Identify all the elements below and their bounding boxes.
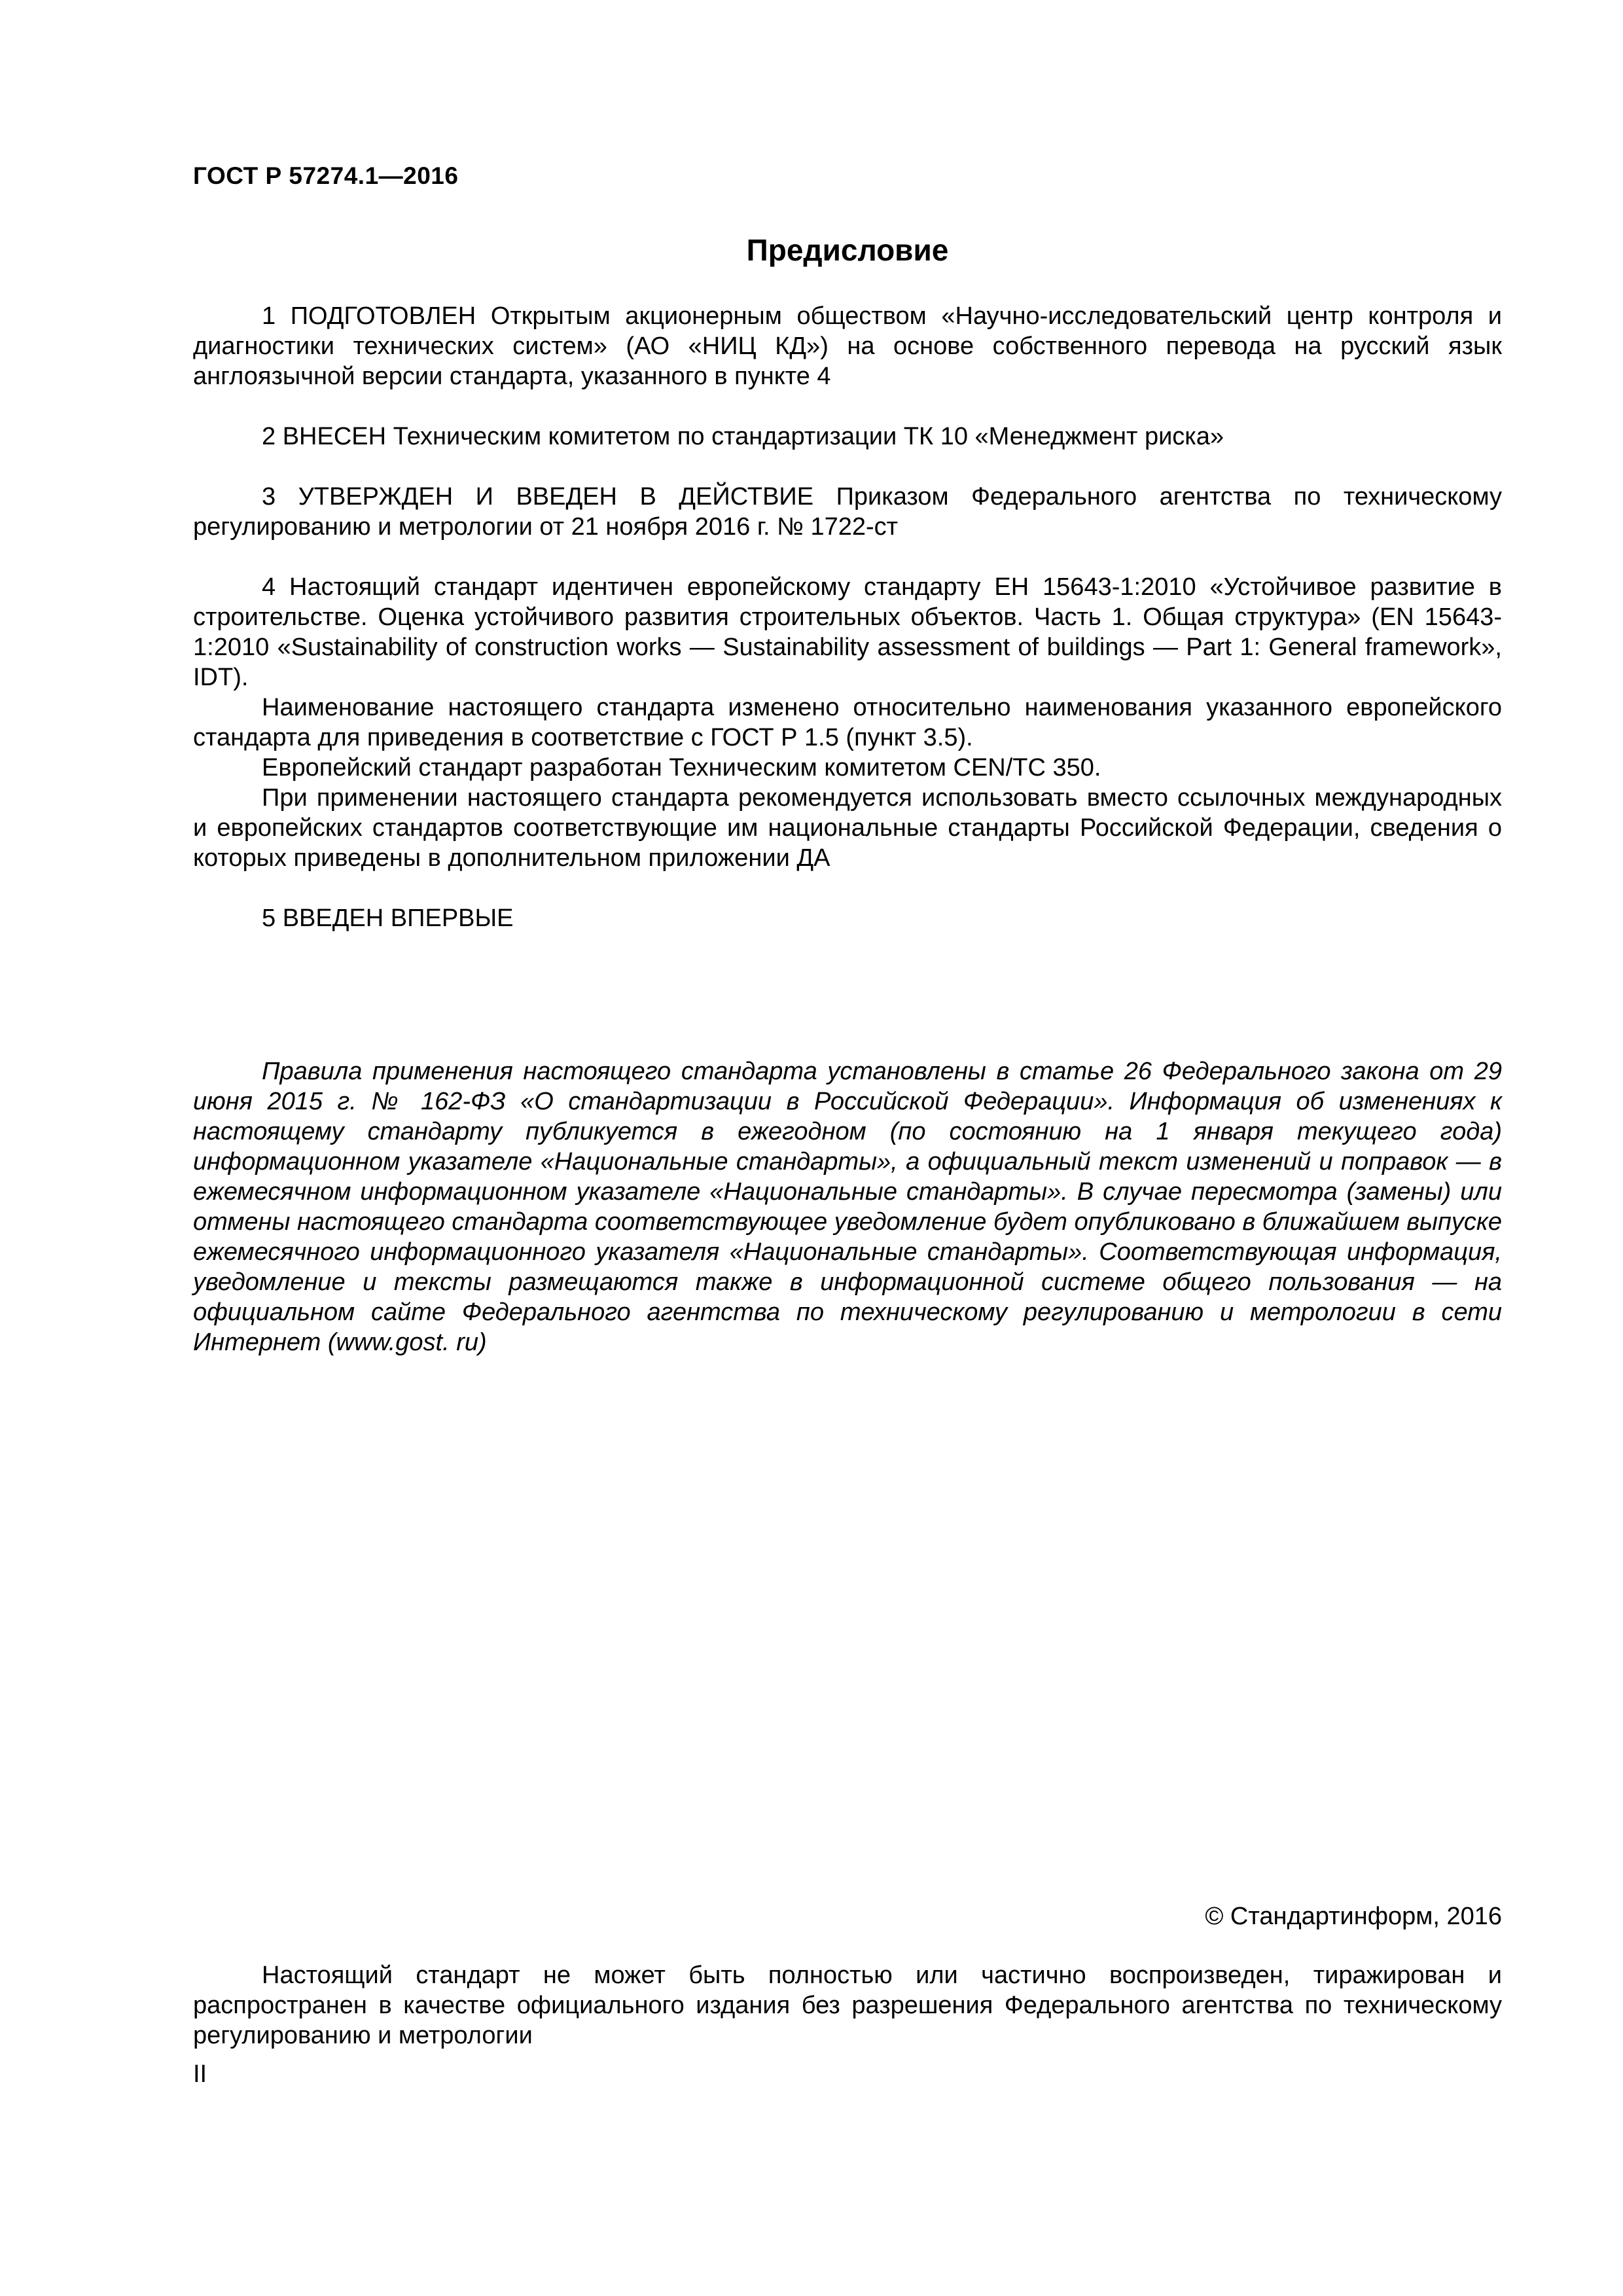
reproduction-restriction: Настоящий стандарт не может быть полностью или частично воспроизведен, тиражирован и распространен в качестве официального издания без разрешения Федерального агентства по техническому регулированию и метрологии <box>193 1962 1502 2049</box>
page-title: Предисловие <box>746 233 949 267</box>
document-code: ГОСТ Р 57274.1—2016 <box>193 162 459 189</box>
foreword-item-4-application: При применении настоящего стандарта рекомендуется использовать вместо ссылочных международных и европейских стандартов соответствующие им национальные стандарты Российской Федерации, сведения о которых приведены в дополнительном приложении ДА <box>193 784 1502 872</box>
foreword-item-2: 2 ВНЕСЕН Техническим комитетом по стандартизации ТК 10 «Менеджмент риска» <box>262 423 1224 450</box>
foreword-item-4-committee: Европейский стандарт разработан Техническим комитетом CEN/TC 350. <box>262 754 1101 781</box>
foreword-item-5: 5 ВВЕДЕН ВПЕРВЫЕ <box>262 905 514 932</box>
foreword-item-3: 3 УТВЕРЖДЕН И ВВЕДЕН В ДЕЙСТВИЕ Приказом Федерального агентства по техническому регулированию и метрологии от 21 ноября 2016 г. № 1722-ст <box>193 483 1502 541</box>
foreword-item-4: 4 Настоящий стандарт идентичен европейскому стандарту ЕН 15643-1:2010 «Устойчивое развитие в строительстве. Оценка устойчивого развития строительных объектов. Часть 1. Общая структура» (EN 15643-1:2010 «Sustainability of construction works — Sustainability assessment of buildings — Part 1: General framework», IDT). <box>193 573 1502 691</box>
application-rules-notice: Правила применения настоящего стандарта установлены в статье 26 Федерального закона от 29 июня 2015 г. № 162-ФЗ «О стандартизации в Российской Федерации». Информация об изменениях к настоящему стандарту публикуется в ежегодном (по состоянию на 1 января текущего года) информационном указателе «Национальные стандарты», а официальный текст изменений и поправок — в ежемесячном информационном указателе «Национальные стандарты». В случае пересмотра (замены) или отмены настоящего стандарта соответствующее уведомление будет опубликовано в ближайшем выпуске ежемесячного информационного указателя «Национальные стандарты». Соответствующая информация, уведомление и тексты размещаются также в информационной системе общего пользования — на официальном сайте Федерального агентства по техническому регулированию и метрологии в сети Интернет (www.gost. ru) <box>193 1058 1502 1356</box>
document-page <box>193 0 1502 2296</box>
page-number: II <box>193 2060 207 2088</box>
foreword-body <box>193 301 1502 933</box>
foreword-item-4-name-note: Наименование настоящего стандарта изменено относительно наименования указанного европейского стандарта для приведения в соответствие с ГОСТ Р 1.5 (пункт 3.5). <box>193 694 1502 751</box>
foreword-item-1: 1 ПОДГОТОВЛЕН Открытым акционерным обществом «Научно-исследовательский центр контроля и диагностики технических систем» (АО «НИЦ КД») на основе собственного перевода на русский язык англоязычной версии стандарта, указанного в пункте 4 <box>193 302 1502 390</box>
copyright-line: © Стандартинформ, 2016 <box>1205 1903 1502 1930</box>
